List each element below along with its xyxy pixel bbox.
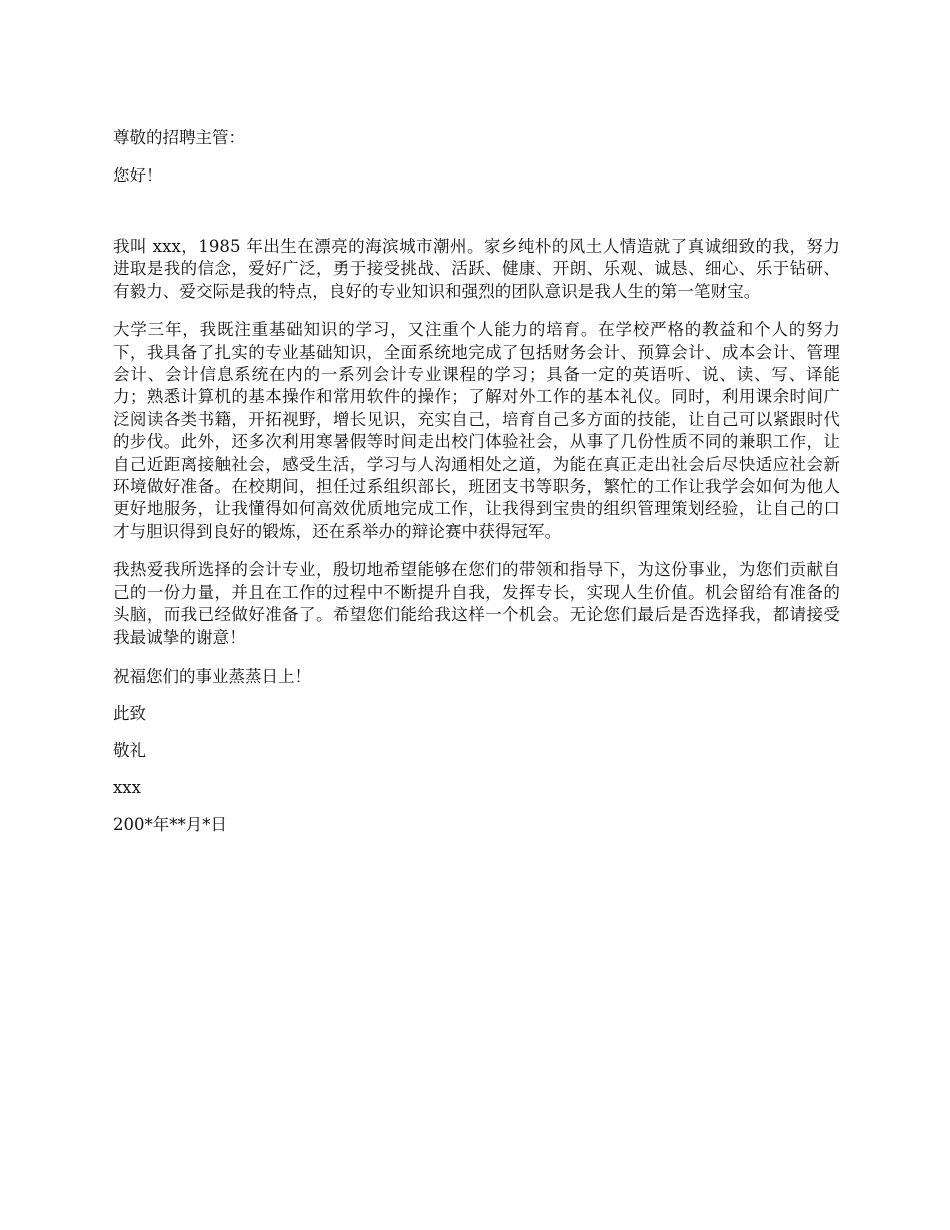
closing-wish: 祝福您们的事业蒸蒸日上！ <box>113 666 311 686</box>
closing-phrase: 此致 <box>113 703 146 723</box>
closing-salute: 敬礼 <box>113 740 146 760</box>
paragraph-introduction: 我叫 xxx，1985 年出生在漂亮的海滨城市潮州。家乡纯朴的风土人情造就了真诚细致的我，努力进取是我的信念，爱好广泛，勇于接受挑战、活跃、健康、开朗、乐观、诚恳、细心、乐于钻研、有毅力、爱交际是我的特点，良好的专业知识和强烈的团队意识是我人生的第一笔财宝。 <box>113 237 840 301</box>
letter-body <box>113 126 840 836</box>
greeting: 您好！ <box>113 166 163 185</box>
date: 200*年**月*日 <box>113 814 227 834</box>
salutation: 尊敬的招聘主管： <box>113 128 245 147</box>
paragraph-aspiration: 我热爱我所选择的会计专业，殷切地希望能够在您们的带领和指导下，为这份事业，为您们贡献自己的一份力量，并且在工作的过程中不断提升自我，发挥专长，实现人生价值。机会留给有准备的头脑，而我已经做好准备了。希望您们能给我这样一个机会。无论您们最后是否选择我，都请接受我最诚挚的谢意！ <box>113 560 840 647</box>
paragraph-education-experience: 大学三年，我既注重基础知识的学习，又注重个人能力的培育。在学校严格的教益和个人的努力下，我具备了扎实的专业基础知识，全面系统地完成了包括财务会计、预算会计、成本会计、管理会计、会计信息系统在内的一系列会计专业课程的学习；具备一定的英语听、说、读、写、译能力；熟悉计算机的基本操作和常用软件的操作；了解对外工作的基本礼仪。同时，利用课余时间广泛阅读各类书籍，开拓视野，增长见识，充实自己，培育自己多方面的技能，让自己可以紧跟时代的步伐。此外，还多次利用寒暑假等时间走出校门体验社会，从事了几份性质不同的兼职工作，让自己近距离接触社会，感受生活，学习与人沟通相处之道，为能在真正走出社会后尽快适应社会新环境做好准备。在校期间，担任过系组织部长，班团支书等职务，繁忙的工作让我学会如何为他人更好地服务，让我懂得如何高效优质地完成工作，让我得到宝贵的组织管理策划经验，让自己的口才与胆识得到良好的锻炼，还在系举办的辩论赛中获得冠军。 <box>113 320 840 541</box>
signature: xxx <box>113 777 141 797</box>
